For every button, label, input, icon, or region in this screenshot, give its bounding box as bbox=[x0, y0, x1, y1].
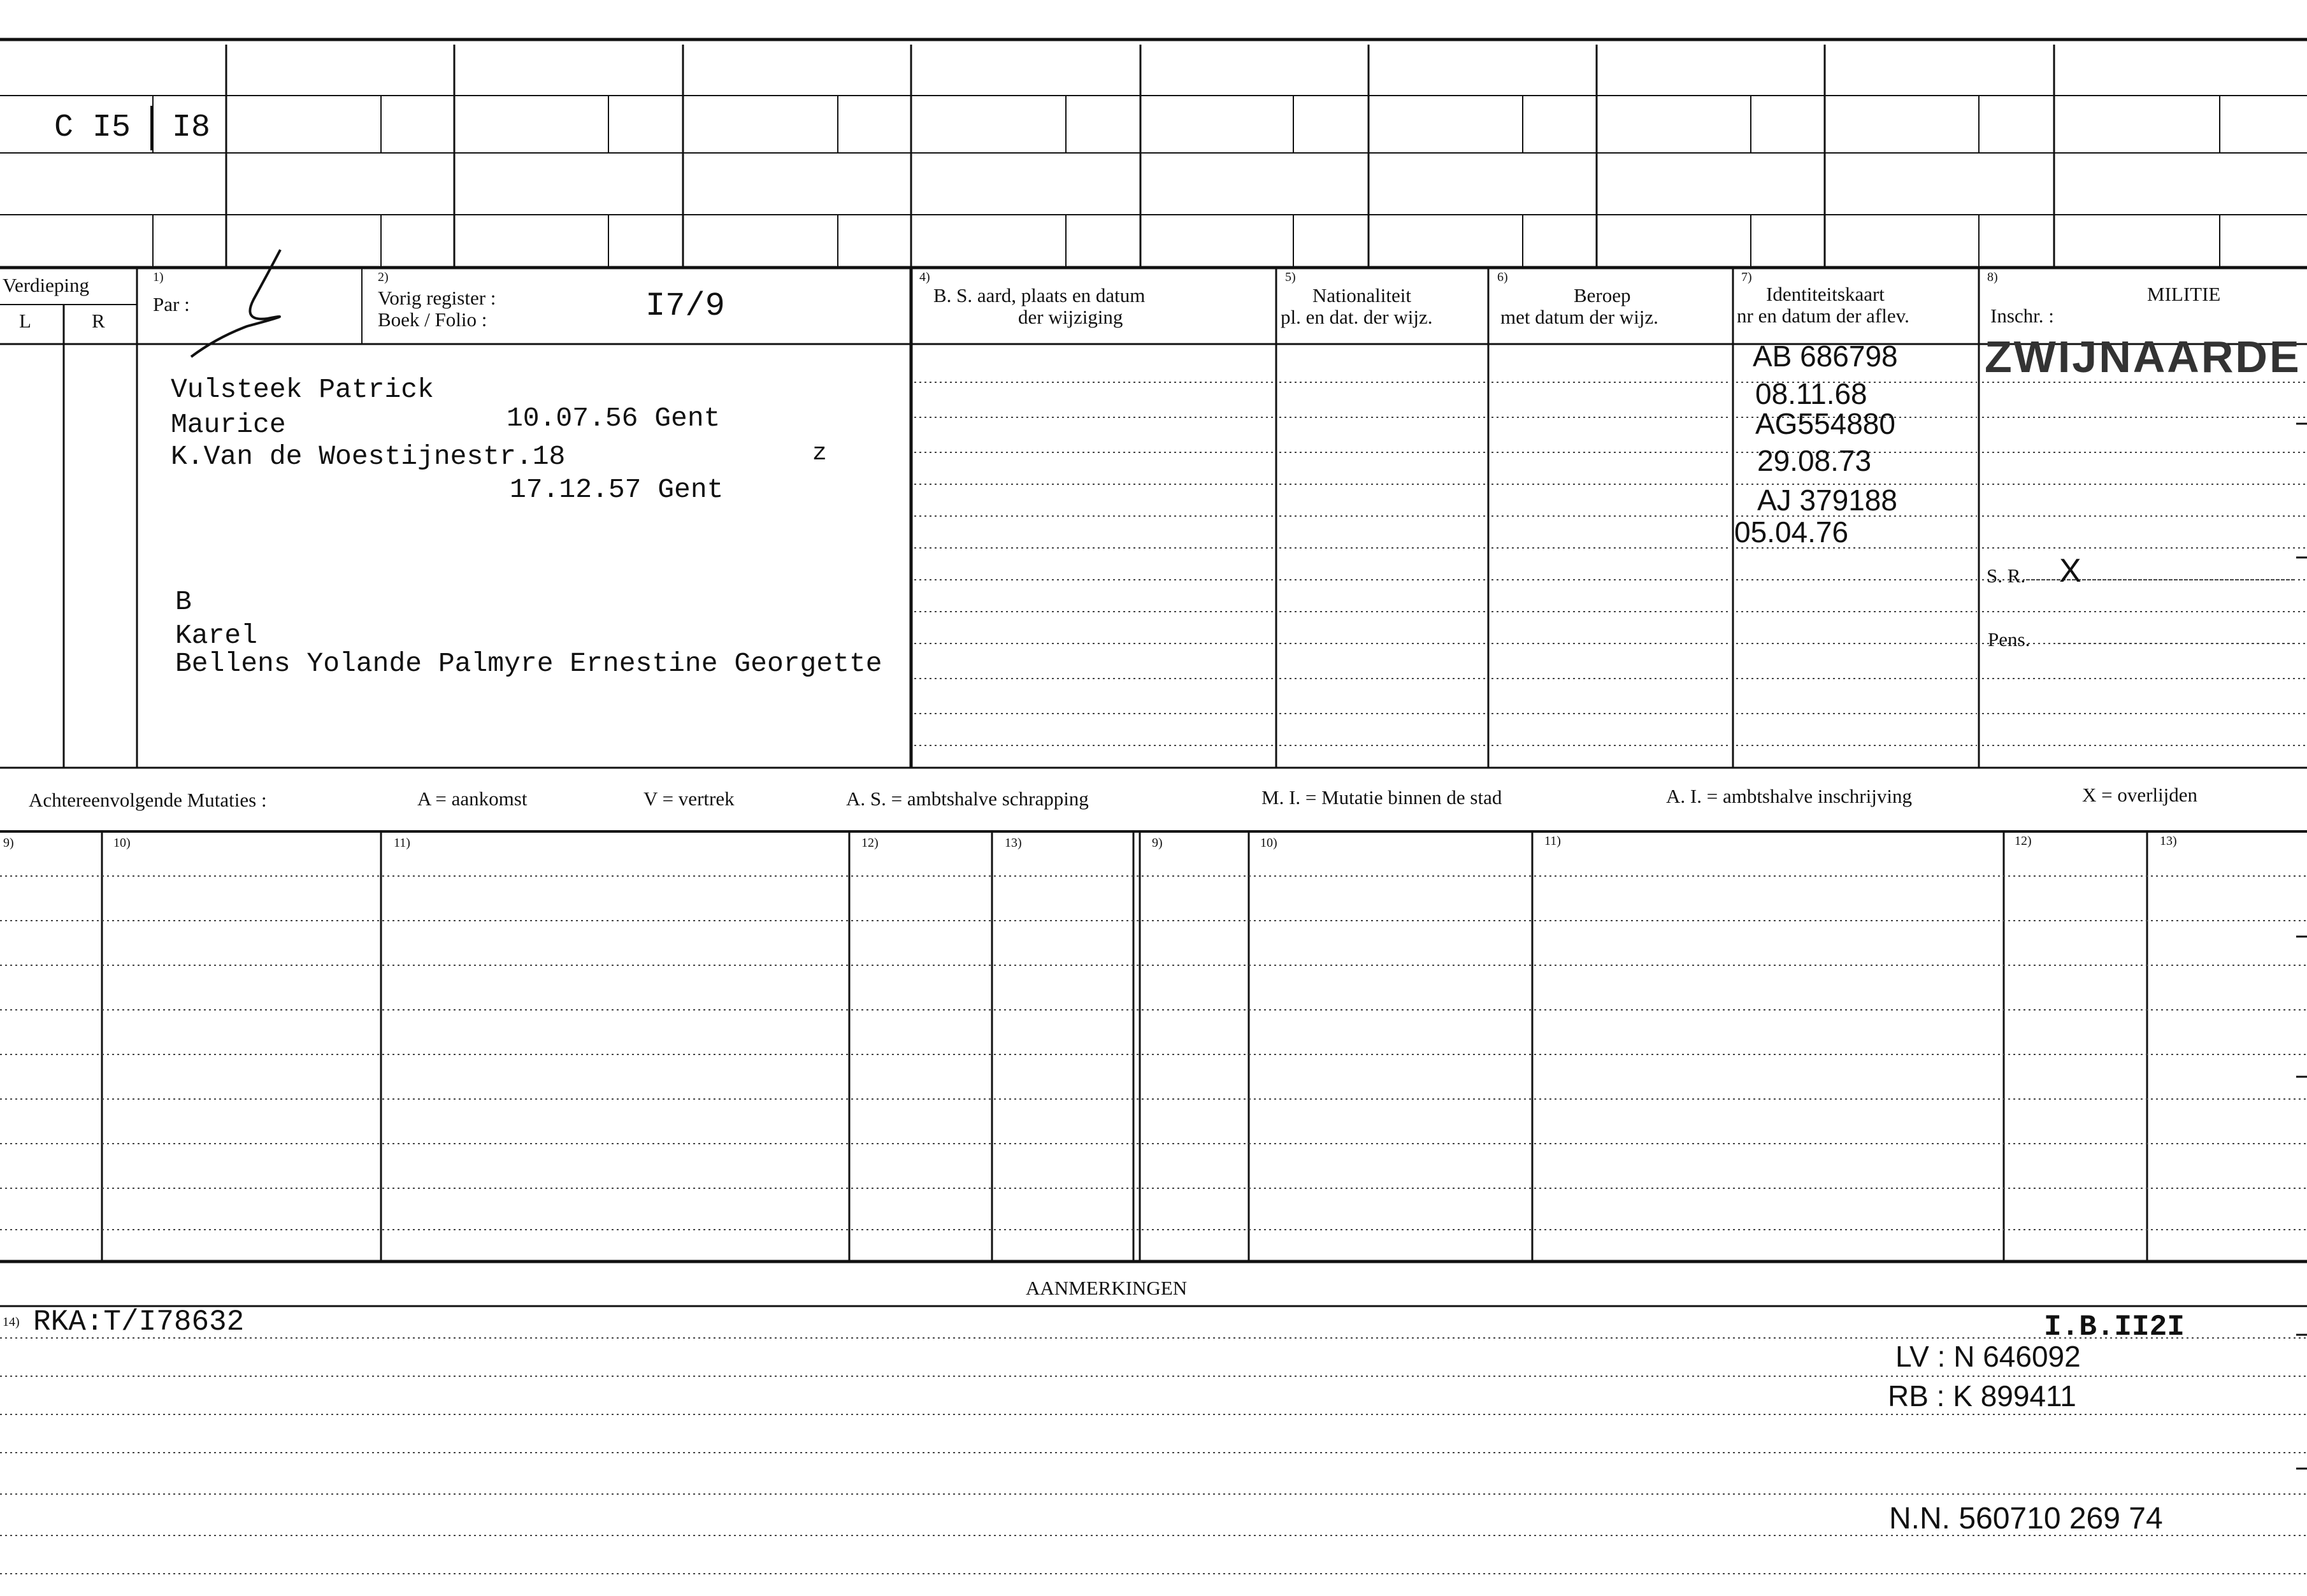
mutation-code-ambtshalve-inschrijving: A. I. = ambtshalve inschrijving bbox=[1666, 785, 1912, 807]
register-code-part2: I8 bbox=[172, 110, 211, 146]
mutation-col-13-left: 13) bbox=[1005, 836, 1022, 850]
person-line-2-birth: 10.07.56 Gent bbox=[507, 403, 721, 434]
col2-number: 2) bbox=[378, 270, 389, 284]
pens-label: Pens. bbox=[1988, 628, 2030, 651]
sr-value: X bbox=[2059, 552, 2081, 589]
remarks-nn: N.N. 560710 269 74 bbox=[1889, 1502, 2163, 1535]
remarks-title: AANMERKINGEN bbox=[1026, 1277, 1188, 1299]
remarks-number: 14) bbox=[3, 1315, 20, 1329]
mutation-code-mutatie-binnen-stad: M. I. = Mutatie binnen de stad bbox=[1261, 786, 1502, 809]
col1-number: 1) bbox=[153, 270, 164, 284]
col7-title-line1: Identiteitskaart bbox=[1766, 283, 1885, 305]
register-code-divider bbox=[150, 106, 152, 150]
col4-number: 4) bbox=[919, 270, 930, 284]
verdieping-label: Verdieping bbox=[3, 274, 90, 296]
remarks-ib: I.B.II2I bbox=[2044, 1311, 2185, 1344]
verdieping-r-label: R bbox=[92, 310, 105, 332]
sr-label: S. R. bbox=[1987, 564, 2026, 587]
mutation-col-10-right: 10) bbox=[1260, 836, 1277, 850]
mutations-legend-title: Achtereenvolgende Mutaties : bbox=[29, 789, 267, 811]
col5-title-line2: pl. en dat. der wijz. bbox=[1281, 306, 1433, 328]
person-line-3-mark: z bbox=[812, 440, 827, 467]
mutation-col-11-left: 11) bbox=[394, 836, 410, 850]
remarks-rb: RB : K 899411 bbox=[1888, 1379, 2076, 1413]
mutation-col-12-left: 12) bbox=[861, 836, 879, 850]
col4-title-line2: der wijziging bbox=[1018, 306, 1123, 328]
mutation-code-vertrek: V = vertrek bbox=[643, 787, 735, 810]
person-line-3: K.Van de Woestijnestr.18 bbox=[171, 441, 566, 472]
col8-title-line2: Inschr. : bbox=[1990, 305, 2054, 327]
verdieping-l-label: L bbox=[19, 310, 31, 332]
id-card-3-number: AJ 379188 bbox=[1757, 484, 1897, 517]
col5-title-line1: Nationaliteit bbox=[1312, 284, 1411, 306]
mutation-code-overlijden: X = overlijden bbox=[2082, 784, 2198, 806]
person-line-7: Bellens Yolande Palmyre Ernestine Georgette bbox=[175, 648, 882, 679]
boek-folio-label: Boek / Folio : bbox=[378, 308, 487, 331]
vorig-register-label: Vorig register : bbox=[378, 287, 496, 309]
remarks-lv: LV : N 646092 bbox=[1895, 1340, 2081, 1373]
id-card-1-number: AB 686798 bbox=[1753, 340, 1898, 373]
mutation-col-13-right: 13) bbox=[2160, 834, 2177, 848]
col5-number: 5) bbox=[1285, 270, 1296, 284]
person-line-2-name: Maurice bbox=[171, 409, 286, 440]
mutation-col-9-right: 9) bbox=[1152, 836, 1163, 850]
vorig-register-value: I7/9 bbox=[645, 287, 725, 325]
mutation-code-ambtshalve-schrapping: A. S. = ambtshalve schrapping bbox=[846, 787, 1089, 810]
mutation-col-11-right: 11) bbox=[1544, 834, 1561, 848]
remarks-rka: RKA:T/I78632 bbox=[33, 1305, 245, 1339]
id-card-3-date: 05.04.76 bbox=[1734, 515, 1849, 549]
col6-title-line1: Beroep bbox=[1574, 284, 1631, 306]
id-card-2-number: AG554880 bbox=[1755, 407, 1895, 440]
mutation-code-aankomst: A = aankomst bbox=[417, 787, 528, 810]
col6-title-line2: met datum der wijz. bbox=[1500, 306, 1658, 328]
militie-inschrijving-stamp: ZWIJNAARDE bbox=[1985, 332, 2301, 382]
id-card-2-date: 29.08.73 bbox=[1757, 444, 1872, 477]
id-card-1-date: 08.11.68 bbox=[1755, 377, 1867, 410]
col8-title-line1: MILITIE bbox=[2147, 283, 2221, 305]
person-line-6: Karel bbox=[175, 620, 258, 651]
col6-number: 6) bbox=[1497, 270, 1508, 284]
mutation-col-9-left: 9) bbox=[3, 836, 14, 850]
mutation-col-10-left: 10) bbox=[113, 836, 131, 850]
col7-title-line2: nr en datum der aflev. bbox=[1737, 305, 1909, 327]
col8-number: 8) bbox=[1987, 270, 1998, 284]
person-line-4: 17.12.57 Gent bbox=[510, 474, 724, 505]
par-label: Par : bbox=[153, 293, 190, 315]
person-line-5: B bbox=[175, 586, 192, 617]
col4-title-line1: B. S. aard, plaats en datum bbox=[933, 284, 1146, 306]
col7-number: 7) bbox=[1741, 270, 1752, 284]
mutation-col-12-right: 12) bbox=[2015, 834, 2032, 848]
register-code-part1: C I5 bbox=[54, 110, 131, 146]
person-line-1: Vulsteek Patrick bbox=[171, 374, 434, 405]
